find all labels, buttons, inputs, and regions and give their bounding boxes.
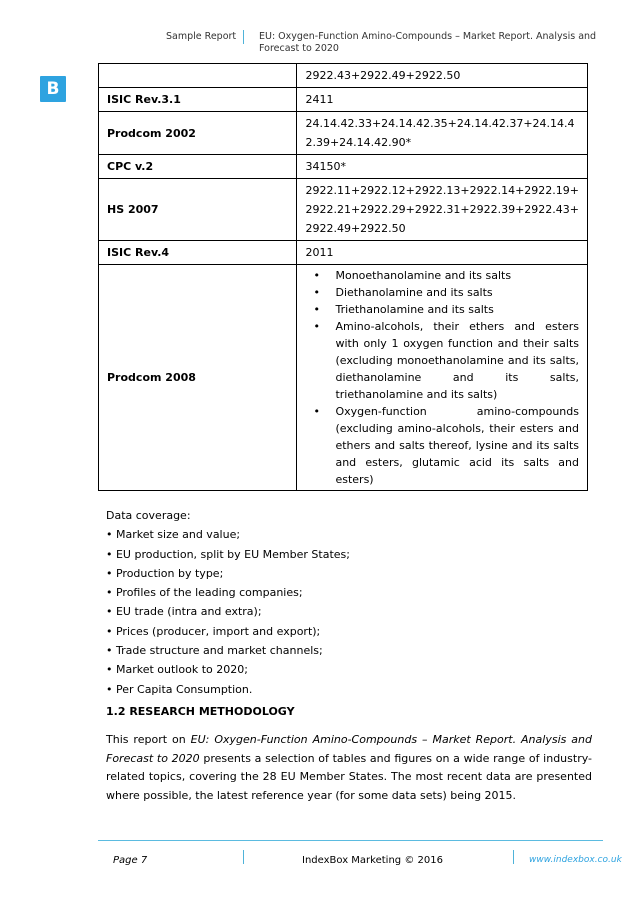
data-coverage-list bbox=[106, 525, 596, 699]
list-item: • Monoethanolamine and its salts bbox=[313, 269, 512, 282]
table-key-cell bbox=[99, 64, 297, 88]
list-item: • Diethanolamine and its salts bbox=[313, 286, 493, 299]
section-heading: 1.2 RESEARCH METHODOLOGY bbox=[106, 705, 295, 718]
list-item: • Per Capita Consumption. bbox=[106, 682, 253, 696]
table-value-cell: 24.14.42.33+24.14.42.35+24.14.42.37+24.14.4 2.39+24.14.42.90* bbox=[297, 112, 588, 155]
table-row bbox=[99, 64, 588, 88]
table-value-cell: 34150* bbox=[297, 155, 588, 179]
table-value-cell: 2922.11+2922.12+2922.13+2922.14+2922.19+ 2922.21+2922.29+2922.31+2922.39+2922.43+ 2922.49+2922.50 bbox=[297, 179, 588, 241]
list-item: • Market outlook to 2020; bbox=[106, 663, 248, 677]
report-title-italic: EU: Oxygen-Function Amino-Compounds – Market Report. Analysis and Forecast to 2020 bbox=[106, 733, 593, 765]
list-item: • EU production, split by EU Member States; bbox=[106, 547, 350, 561]
list-item: • Oxygen-function amino-compounds (excluding amino-alcohols, their esters and ethers and salts thereof, lysine and its salts and esters, glutamic acid its salts and esters) bbox=[313, 405, 579, 486]
list-item: • Production by type; bbox=[106, 566, 224, 580]
classification-table bbox=[98, 63, 588, 491]
table-row bbox=[99, 112, 588, 155]
list-item: • EU trade (intra and extra); bbox=[106, 605, 262, 619]
header-report-title: EU: Oxygen-Function Amino-Compounds – Market Report. Analysis and Forecast to 2020 bbox=[259, 31, 597, 54]
list-item: • Market size and value; bbox=[106, 528, 241, 542]
list-item: • Profiles of the leading companies; bbox=[106, 586, 303, 600]
footer-divider bbox=[98, 840, 603, 841]
table-key-cell: ISIC Rev.4 bbox=[99, 241, 297, 265]
table-value-cell bbox=[297, 265, 588, 491]
list-item: • Trade structure and market channels; bbox=[106, 644, 323, 658]
table-key-cell: HS 2007 bbox=[99, 179, 297, 241]
header-report-type: Sample Report bbox=[166, 31, 237, 42]
footer-copyright: IndexBox Marketing © 2016 bbox=[302, 855, 443, 866]
data-coverage bbox=[106, 506, 596, 699]
table-value-cell: 2411 bbox=[297, 88, 588, 112]
table-key-cell: Prodcom 2002 bbox=[99, 112, 297, 155]
table-value-cell: 2922.43+2922.49+2922.50 bbox=[297, 64, 588, 88]
table-row bbox=[99, 88, 588, 112]
footer-separator bbox=[243, 850, 244, 864]
table-row bbox=[99, 241, 588, 265]
indexbox-logo-icon: B bbox=[40, 76, 66, 102]
footer-page-number: Page 7 bbox=[113, 855, 148, 866]
table-row bbox=[99, 265, 588, 491]
prodcom-2008-list bbox=[305, 267, 579, 488]
data-coverage-title: Data coverage: bbox=[106, 509, 191, 522]
footer-separator bbox=[513, 850, 514, 864]
header-divider bbox=[243, 30, 244, 44]
table-key-cell: CPC v.2 bbox=[99, 155, 297, 179]
methodology-paragraph: This report on EU: Oxygen-Function Amino-Compounds – Market Report. Analysis and Forecast to 2020 presents a selection of tables and figures on a wide range of industry-related topics, covering the 28 EU Member States. The most recent data are presented where possible, the latest reference year (for some data sets) being 2015. bbox=[106, 733, 593, 802]
table-key-cell: Prodcom 2008 bbox=[99, 265, 297, 491]
table-key-cell: ISIC Rev.3.1 bbox=[99, 88, 297, 112]
table-value-cell: 2011 bbox=[297, 241, 588, 265]
list-item: • Prices (producer, import and export); bbox=[106, 624, 321, 638]
list-item: • Triethanolamine and its salts bbox=[313, 303, 494, 316]
list-item: • Amino-alcohols, their ethers and esters with only 1 oxygen function and their salts (excluding monoethanolamine and its salts, diethanolamine and its salts, triethanolamine and its salts) bbox=[313, 320, 579, 401]
table-row bbox=[99, 179, 588, 241]
table-row bbox=[99, 155, 588, 179]
footer-website-link[interactable]: www.indexbox.co.uk bbox=[529, 855, 622, 865]
